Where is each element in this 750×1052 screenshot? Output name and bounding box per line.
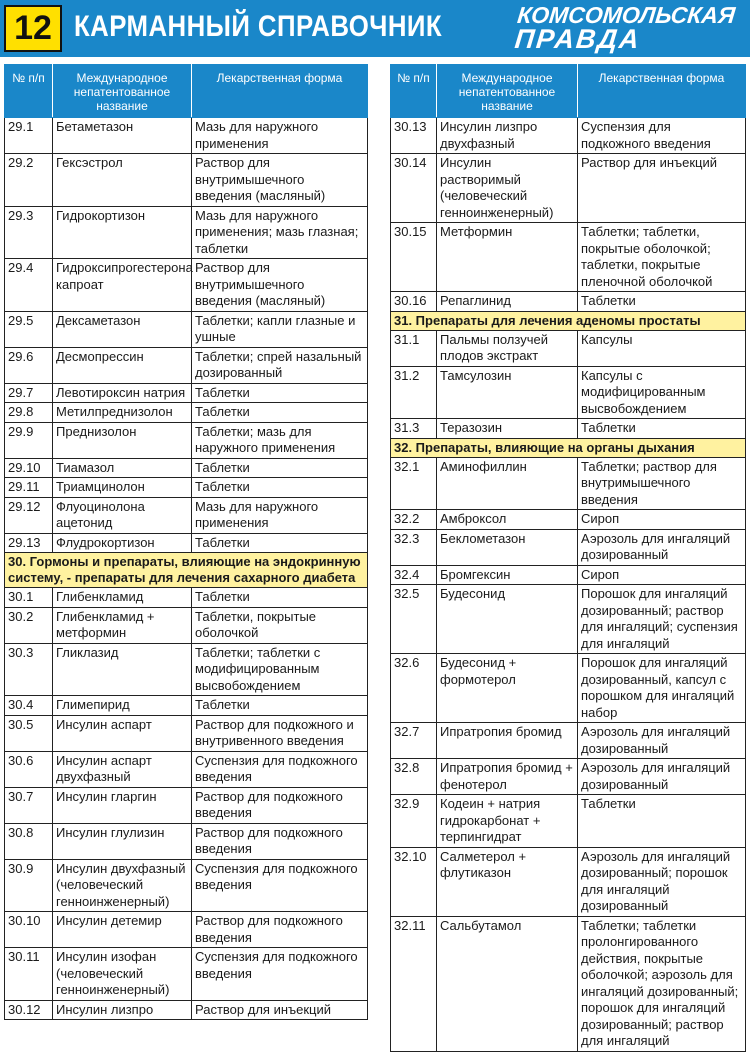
- cell-dosage-form: Раствор для подкожного и внутривенного введения: [192, 715, 368, 751]
- page-number: 12: [4, 5, 62, 52]
- table-row: [391, 529, 746, 565]
- cell-number: 30.4: [5, 696, 53, 716]
- logo-line-1: КОМСОМОЛЬСКАЯ: [516, 2, 737, 28]
- table-body: [5, 118, 368, 1020]
- cell-dosage-form: Раствор для инъекций: [578, 154, 746, 223]
- cell-dosage-form: Мазь для наружного применения; мазь глазная; таблетки: [192, 206, 368, 259]
- table-row: [5, 347, 368, 383]
- cell-drug-name: Инсулин изофан (человеческий генноинженерный): [53, 948, 192, 1001]
- section-title: 31. Препараты для лечения аденомы простаты: [391, 311, 746, 330]
- table-row: [391, 118, 746, 154]
- cell-dosage-form: Раствор для инъекций: [192, 1000, 368, 1020]
- cell-drug-name: Бромгексин: [437, 565, 578, 585]
- cell-number: 31.3: [391, 419, 437, 439]
- cell-dosage-form: Раствор для подкожного введения: [192, 912, 368, 948]
- cell-number: 29.11: [5, 478, 53, 498]
- cell-drug-name: Кодеин + натрия гидрокарбонат + терпингидрат: [437, 795, 578, 848]
- cell-number: 29.8: [5, 403, 53, 423]
- cell-drug-name: Метилпреднизолон: [53, 403, 192, 423]
- drug-table-right: [390, 64, 746, 1052]
- cell-dosage-form: Таблетки: [578, 795, 746, 848]
- cell-drug-name: Будесонид + формотерол: [437, 654, 578, 723]
- table-row: [5, 787, 368, 823]
- cell-drug-name: Тиамазол: [53, 458, 192, 478]
- table-row: [5, 859, 368, 912]
- table-row: [391, 565, 746, 585]
- cell-dosage-form: Таблетки; мазь для наружного применения: [192, 422, 368, 458]
- cell-drug-name: Левотироксин натрия: [53, 383, 192, 403]
- column-header-form: Лекарственная форма: [578, 65, 746, 118]
- cell-dosage-form: Сироп: [578, 510, 746, 530]
- cell-dosage-form: Таблетки; раствор для внутримышечного введения: [578, 457, 746, 510]
- cell-number: 32.1: [391, 457, 437, 510]
- cell-drug-name: Беклометазон: [437, 529, 578, 565]
- cell-number: 30.11: [5, 948, 53, 1001]
- table-row: [5, 912, 368, 948]
- cell-drug-name: Ипратропия бромид + фенотерол: [437, 759, 578, 795]
- table-row: [5, 383, 368, 403]
- cell-dosage-form: Таблетки: [192, 458, 368, 478]
- section-title: 32. Препараты, влияющие на органы дыхания: [391, 438, 746, 457]
- table-row: [391, 795, 746, 848]
- cell-dosage-form: Суспензия для подкожного введения: [192, 859, 368, 912]
- cell-drug-name: Тамсулозин: [437, 366, 578, 419]
- cell-drug-name: Флудрокортизон: [53, 533, 192, 553]
- cell-dosage-form: Таблетки; таблетки, покрытые оболочкой; таблетки, покрытые пленочной оболочкой: [578, 223, 746, 292]
- cell-dosage-form: Раствор для внутримышечного введения (масляный): [192, 154, 368, 207]
- table-row: [391, 510, 746, 530]
- drug-table-left: [4, 64, 368, 1020]
- cell-dosage-form: Таблетки: [192, 478, 368, 498]
- section-title: 30. Гормоны и препараты, влияющие на эндокринную систему, - препараты для лечения сахарного диабета: [5, 553, 368, 588]
- table-row: [5, 588, 368, 608]
- cell-dosage-form: Таблетки: [578, 419, 746, 439]
- cell-dosage-form: Таблетки; спрей назальный дозированный: [192, 347, 368, 383]
- cell-dosage-form: Суспензия для подкожного введения: [192, 948, 368, 1001]
- table-header-row: [5, 65, 368, 118]
- cell-number: 30.10: [5, 912, 53, 948]
- table-row: [5, 751, 368, 787]
- cell-number: 32.8: [391, 759, 437, 795]
- cell-dosage-form: Аэрозоль для ингаляций дозированный; порошок для ингаляций дозированный: [578, 847, 746, 916]
- cell-dosage-form: Таблетки: [192, 696, 368, 716]
- table-row: [391, 759, 746, 795]
- table-row: [5, 607, 368, 643]
- cell-number: 29.5: [5, 311, 53, 347]
- cell-drug-name: Инсулин детемир: [53, 912, 192, 948]
- table-row: [391, 330, 746, 366]
- cell-drug-name: Инсулин лизпро двухфазный: [437, 118, 578, 154]
- table-row: [5, 478, 368, 498]
- cell-number: 32.9: [391, 795, 437, 848]
- table-row: [5, 643, 368, 696]
- table-row: [391, 916, 746, 1051]
- cell-drug-name: Глибенкламид: [53, 588, 192, 608]
- table-row: [5, 823, 368, 859]
- cell-drug-name: Флуоцинолона ацетонид: [53, 497, 192, 533]
- column-header-name: Международное непатентованное название: [437, 65, 578, 118]
- cell-drug-name: Глибенкламид + метформин: [53, 607, 192, 643]
- cell-drug-name: Инсулин аспарт: [53, 715, 192, 751]
- table-row: [5, 497, 368, 533]
- cell-drug-name: Инсулин двухфазный (человеческий генноинженерный): [53, 859, 192, 912]
- section-header-row: [391, 311, 746, 330]
- cell-drug-name: Сальбутамол: [437, 916, 578, 1051]
- table-row: [391, 654, 746, 723]
- cell-number: 29.3: [5, 206, 53, 259]
- page-title: КАРМАННЫЙ СПРАВОЧНИК: [74, 10, 443, 43]
- cell-dosage-form: Аэрозоль для ингаляций дозированный: [578, 759, 746, 795]
- table-row: [5, 403, 368, 423]
- cell-dosage-form: Раствор для подкожного введения: [192, 823, 368, 859]
- cell-number: 32.11: [391, 916, 437, 1051]
- cell-dosage-form: Мазь для наружного применения: [192, 497, 368, 533]
- cell-number: 29.1: [5, 118, 53, 154]
- table-row: [391, 223, 746, 292]
- table-row: [391, 585, 746, 654]
- cell-drug-name: Триамцинолон: [53, 478, 192, 498]
- cell-number: 29.7: [5, 383, 53, 403]
- left-column: [4, 64, 368, 1020]
- cell-number: 30.15: [391, 223, 437, 292]
- table-header-row: [391, 65, 746, 118]
- cell-number: 30.8: [5, 823, 53, 859]
- right-column: [390, 64, 746, 1052]
- cell-dosage-form: Таблетки; капли глазные и ушные: [192, 311, 368, 347]
- cell-drug-name: Салметерол + флутиказон: [437, 847, 578, 916]
- cell-drug-name: Аминофиллин: [437, 457, 578, 510]
- table-row: [391, 723, 746, 759]
- cell-dosage-form: Суспензия для подкожного введения: [192, 751, 368, 787]
- cell-dosage-form: Мазь для наружного применения: [192, 118, 368, 154]
- cell-number: 29.2: [5, 154, 53, 207]
- cell-dosage-form: Таблетки: [578, 292, 746, 312]
- cell-number: 30.3: [5, 643, 53, 696]
- cell-number: 31.1: [391, 330, 437, 366]
- cell-dosage-form: Порошок для ингаляций дозированный; раствор для ингаляций; суспензия для ингаляций: [578, 585, 746, 654]
- cell-drug-name: Десмопрессин: [53, 347, 192, 383]
- table-row: [5, 154, 368, 207]
- cell-drug-name: Инсулин лизпро: [53, 1000, 192, 1020]
- cell-number: 32.4: [391, 565, 437, 585]
- section-header-row: [5, 553, 368, 588]
- cell-number: 30.16: [391, 292, 437, 312]
- cell-drug-name: Инсулин растворимый (человеческий генноинженерный): [437, 154, 578, 223]
- cell-drug-name: Пальмы ползучей плодов экстракт: [437, 330, 578, 366]
- cell-number: 32.10: [391, 847, 437, 916]
- cell-dosage-form: Таблетки: [192, 588, 368, 608]
- cell-number: 30.9: [5, 859, 53, 912]
- cell-number: 29.12: [5, 497, 53, 533]
- cell-dosage-form: Сироп: [578, 565, 746, 585]
- table-row: [5, 533, 368, 553]
- column-header-number: № п/п: [391, 65, 437, 118]
- cell-drug-name: Репаглинид: [437, 292, 578, 312]
- cell-number: 30.14: [391, 154, 437, 223]
- table-row: [391, 366, 746, 419]
- section-header-row: [391, 438, 746, 457]
- cell-dosage-form: Суспензия для подкожного введения: [578, 118, 746, 154]
- logo-line-2: ПРАВДА: [513, 24, 643, 54]
- table-row: [5, 1000, 368, 1020]
- table-row: [391, 847, 746, 916]
- cell-number: 32.6: [391, 654, 437, 723]
- cell-dosage-form: Таблетки; таблетки с модифицированным высвобождением: [192, 643, 368, 696]
- cell-number: 30.7: [5, 787, 53, 823]
- table-row: [5, 259, 368, 312]
- cell-number: 30.6: [5, 751, 53, 787]
- cell-number: 29.10: [5, 458, 53, 478]
- cell-dosage-form: Аэрозоль для ингаляций дозированный: [578, 723, 746, 759]
- cell-drug-name: Амброксол: [437, 510, 578, 530]
- cell-dosage-form: Капсулы с модифицированным высвобождением: [578, 366, 746, 419]
- table-row: [5, 948, 368, 1001]
- cell-number: 32.3: [391, 529, 437, 565]
- page-header: [0, 0, 750, 57]
- table-row: [391, 154, 746, 223]
- cell-drug-name: Будесонид: [437, 585, 578, 654]
- cell-dosage-form: Порошок для ингаляций дозированный, капсул с порошком для ингаляций набор: [578, 654, 746, 723]
- cell-number: 30.1: [5, 588, 53, 608]
- cell-number: 32.2: [391, 510, 437, 530]
- cell-drug-name: Гексэстрол: [53, 154, 192, 207]
- table-row: [391, 419, 746, 439]
- cell-dosage-form: Раствор для внутримышечного введения (масляный): [192, 259, 368, 312]
- cell-dosage-form: Капсулы: [578, 330, 746, 366]
- cell-number: 32.5: [391, 585, 437, 654]
- column-header-name: Международное непатентованное название: [53, 65, 192, 118]
- cell-drug-name: Инсулин аспарт двухфазный: [53, 751, 192, 787]
- cell-dosage-form: Таблетки; таблетки пролонгированного действия, покрытые оболочкой; аэрозоль для ингаляций дозированный; порошок для ингаляций дозированный; раствор для ингаляций: [578, 916, 746, 1051]
- table-body: [391, 118, 746, 1052]
- table-row: [5, 715, 368, 751]
- cell-drug-name: Инсулин глулизин: [53, 823, 192, 859]
- cell-drug-name: Глимепирид: [53, 696, 192, 716]
- cell-drug-name: Теразозин: [437, 419, 578, 439]
- cell-dosage-form: Раствор для подкожного введения: [192, 787, 368, 823]
- cell-dosage-form: Аэрозоль для ингаляций дозированный: [578, 529, 746, 565]
- cell-number: 30.12: [5, 1000, 53, 1020]
- newspaper-logo: [513, 4, 748, 54]
- cell-number: 30.13: [391, 118, 437, 154]
- cell-number: 29.6: [5, 347, 53, 383]
- table-row: [5, 458, 368, 478]
- cell-drug-name: Ипратропия бромид: [437, 723, 578, 759]
- cell-number: 32.7: [391, 723, 437, 759]
- table-row: [5, 206, 368, 259]
- cell-drug-name: Гидрокортизон: [53, 206, 192, 259]
- table-row: [5, 696, 368, 716]
- column-header-number: № п/п: [5, 65, 53, 118]
- cell-drug-name: Преднизолон: [53, 422, 192, 458]
- cell-number: 30.2: [5, 607, 53, 643]
- cell-drug-name: Гликлазид: [53, 643, 192, 696]
- cell-drug-name: Гидроксипрогестерона капроат: [53, 259, 192, 312]
- cell-number: 29.4: [5, 259, 53, 312]
- cell-drug-name: Инсулин гларгин: [53, 787, 192, 823]
- cell-dosage-form: Таблетки, покрытые оболочкой: [192, 607, 368, 643]
- cell-drug-name: Дексаметазон: [53, 311, 192, 347]
- cell-number: 29.9: [5, 422, 53, 458]
- table-row: [391, 457, 746, 510]
- column-header-form: Лекарственная форма: [192, 65, 368, 118]
- table-row: [5, 311, 368, 347]
- cell-number: 31.2: [391, 366, 437, 419]
- cell-drug-name: Бетаметазон: [53, 118, 192, 154]
- cell-number: 30.5: [5, 715, 53, 751]
- cell-dosage-form: Таблетки: [192, 383, 368, 403]
- table-row: [391, 292, 746, 312]
- cell-number: 29.13: [5, 533, 53, 553]
- cell-dosage-form: Таблетки: [192, 533, 368, 553]
- table-row: [5, 422, 368, 458]
- table-row: [5, 118, 368, 154]
- cell-drug-name: Метформин: [437, 223, 578, 292]
- cell-dosage-form: Таблетки: [192, 403, 368, 423]
